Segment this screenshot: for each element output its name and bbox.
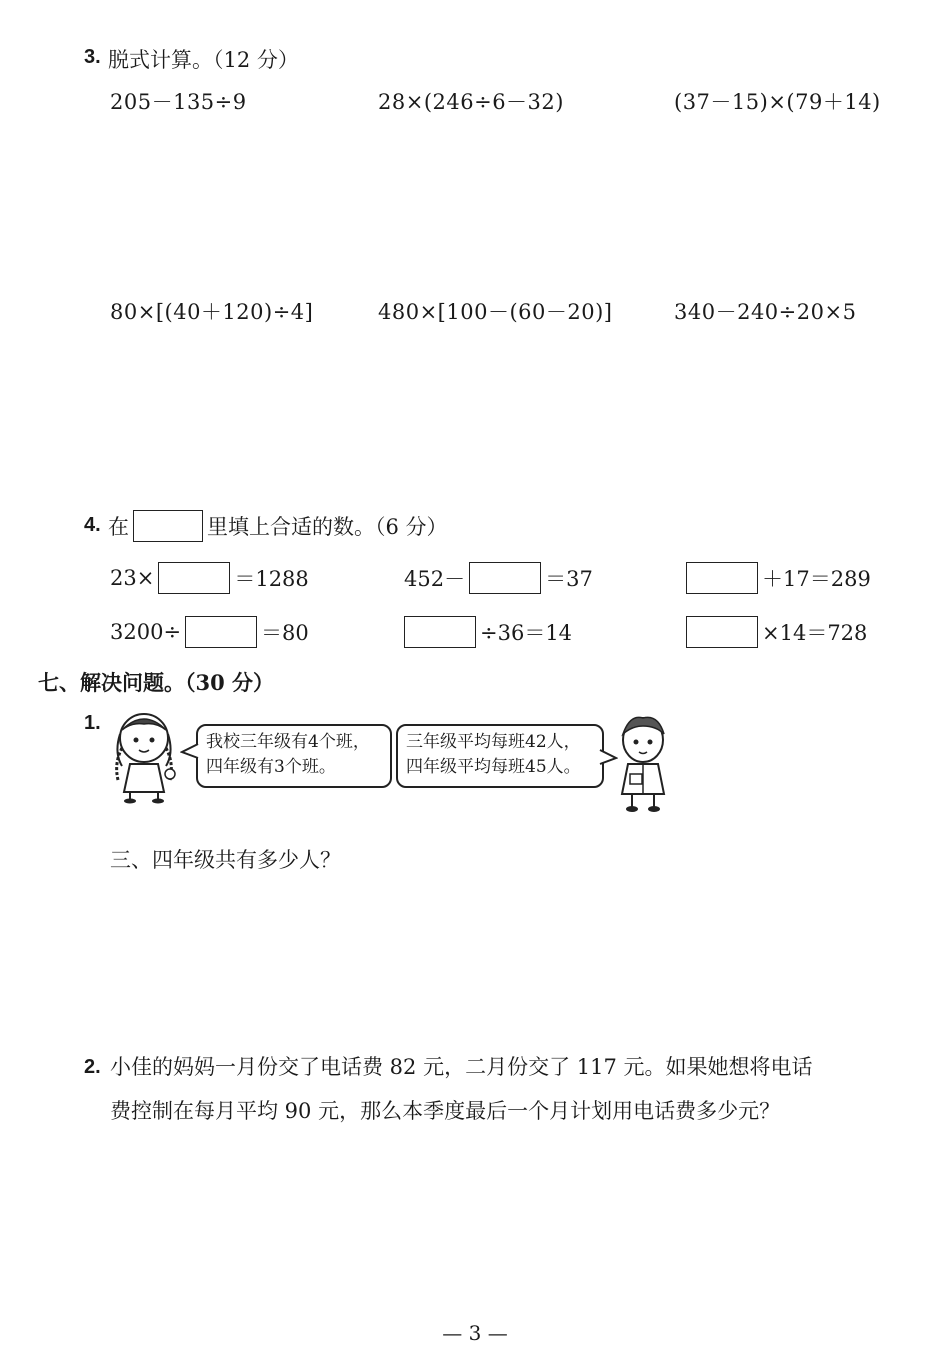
q4-item-before: 3200÷ — [110, 620, 182, 644]
p1-number: 1. — [84, 712, 101, 734]
bubble-line: 四年级有3个班。 — [206, 757, 336, 777]
q4-item-5 — [400, 616, 572, 648]
p2-line-1: 小佳的妈妈一月份交了电话费 82 元，二月份交了 117 元。如果她想将电话 — [110, 1055, 813, 1079]
q3-expr-4: 80×[(40＋120)÷4] — [110, 300, 314, 324]
answer-box[interactable] — [686, 562, 758, 594]
bubble-tail-left — [180, 742, 200, 762]
q4-item-after: ＝80 — [261, 621, 309, 645]
q4-item-6 — [682, 616, 867, 648]
p2-line-2: 费控制在每月平均 90 元，那么本季度最后一个月计划用电话费多少元？ — [110, 1099, 781, 1123]
speech-bubble-boy — [396, 724, 604, 788]
q4-item-before: 23× — [110, 566, 155, 590]
q4-item-3 — [682, 562, 871, 594]
q3-title: 脱式计算。（12 分） — [108, 48, 299, 72]
answer-box[interactable] — [185, 616, 257, 648]
q4-item-after: ＝1288 — [234, 567, 309, 591]
q4-item-4 — [110, 616, 309, 648]
q4-title-suffix: 里填上合适的数。（6 分） — [207, 515, 448, 539]
q4-title-prefix: 在 — [108, 515, 129, 539]
q4-title — [108, 510, 448, 542]
girl-illustration — [104, 708, 188, 804]
q3-expr-6: 340－240÷20×5 — [674, 300, 857, 324]
q4-number: 4. — [84, 514, 101, 536]
q3-expr-2: 28×(246÷6－32) — [378, 90, 564, 114]
answer-box[interactable] — [686, 616, 758, 648]
q4-item-1 — [110, 562, 309, 594]
q3-expr-5: 480×[100－(60－20)] — [378, 300, 613, 324]
q4-item-after: ＝37 — [545, 567, 593, 591]
answer-box[interactable] — [158, 562, 230, 594]
q3-expr-3: (37－15)×(79＋14) — [674, 90, 881, 114]
answer-box[interactable] — [469, 562, 541, 594]
section-7-title: 七、解决问题。（30 分） — [38, 670, 275, 695]
q4-item-after: ÷36＝14 — [480, 621, 573, 645]
q3-expr-1: 205－135÷9 — [110, 90, 247, 114]
q4-title-answer-box — [133, 510, 203, 542]
p2-number: 2. — [84, 1056, 101, 1078]
p1-question: 三、四年级共有多少人？ — [110, 848, 341, 872]
boy-illustration — [610, 712, 676, 814]
bubble-line: 我校三年级有4个班， — [206, 732, 370, 752]
bubble-line: 三年级平均每班42人， — [406, 732, 581, 752]
q4-item-after: ＋17＝289 — [762, 567, 871, 591]
q4-item-after: ×14＝728 — [762, 621, 868, 645]
speech-bubble-girl — [196, 724, 392, 788]
answer-box[interactable] — [404, 616, 476, 648]
q3-number: 3. — [84, 46, 101, 68]
bubble-line: 四年级平均每班45人。 — [406, 757, 581, 777]
q4-item-before: 452－ — [404, 567, 466, 591]
q4-item-2 — [404, 562, 593, 594]
page-number: — 3 — — [442, 1321, 508, 1345]
